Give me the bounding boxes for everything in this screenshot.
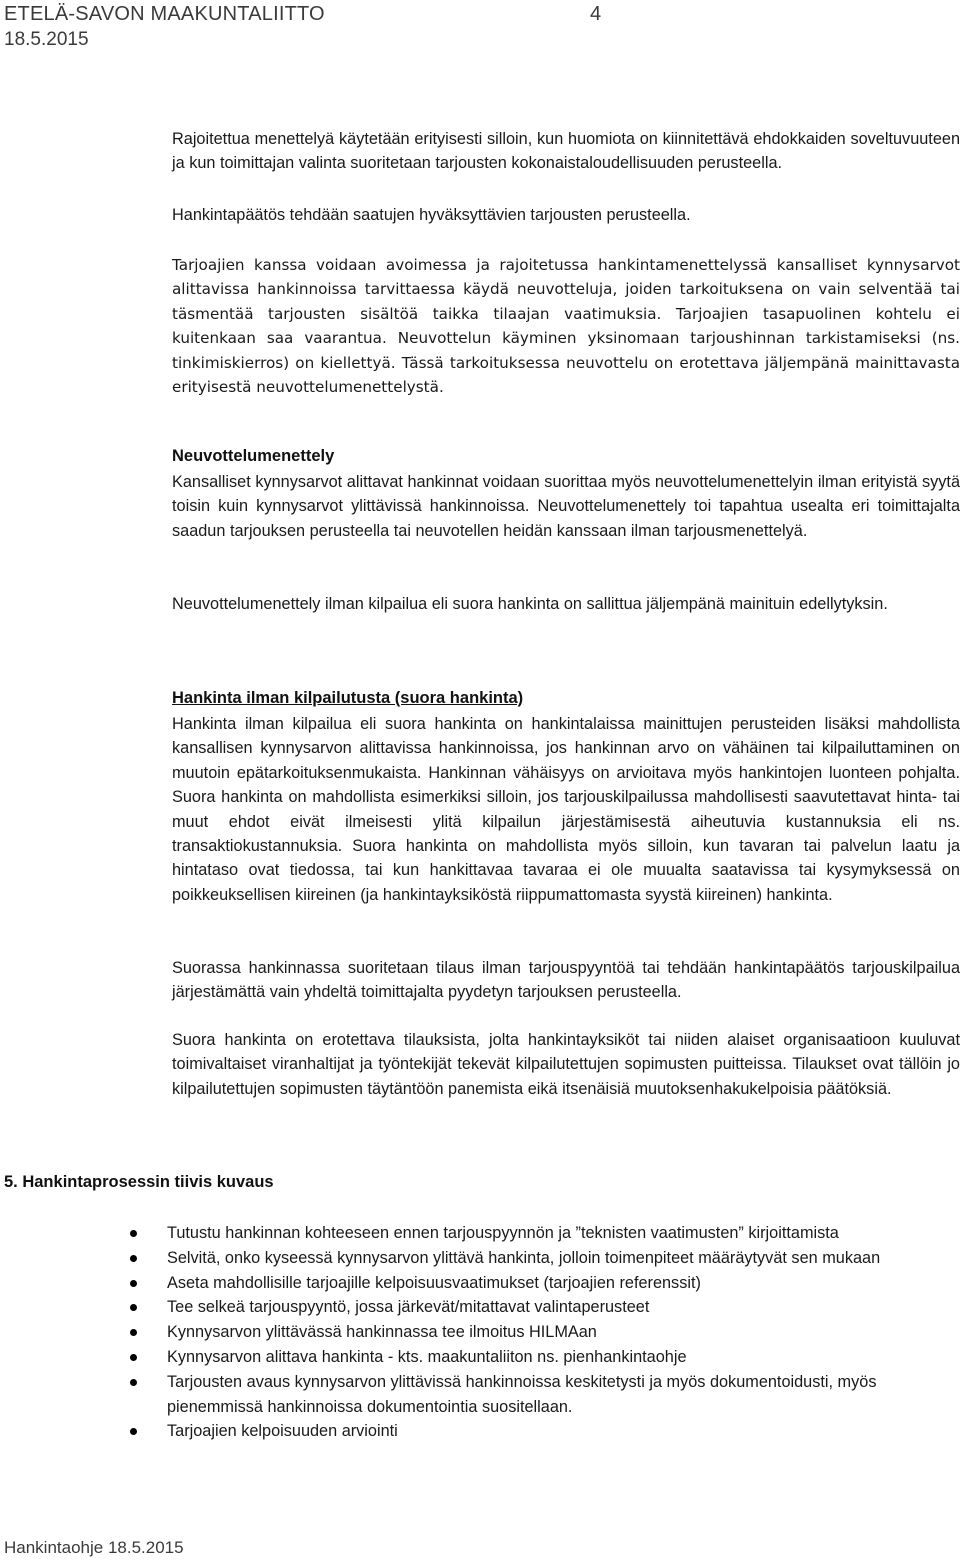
paragraph-tilaukset: Suora hankinta on erotettava tilauksista, jolta hankintayksiköt tai niiden alaiset organisaatioon kuuluvat toimivaltaiset viranhaltijat ja työntekijät tekevät kilpailutettujen sopimusten puitteissa. Tilaukset ovat tällöin jo kilpailutettujen sopimusten täytäntöön panemista eikä itsenäisiä muutoksenhakukelpoisia päätöksiä. [172,1031,960,1098]
paragraph-suora-hankinta-tilaus: Suorassa hankinnassa suoritetaan tilaus ilman tarjouspyyntöä tai tehdään hankintapäätös tarjouskilpailua järjestämättä vain yhdeltä toimittajalta pyydetyn tarjouksen perusteella. [172,959,960,1002]
list-item: Kynnysarvon ylittävässä hankinnassa tee ilmoitus HILMAan [130,1320,940,1345]
page-number: 4 [590,3,602,25]
list-item: Tutustu hankinnan kohteeseen ennen tarjouspyynnön ja ”teknisten vaatimusten” kirjoittamista [130,1221,940,1246]
paragraph-suora-hankinta-edellytykset: Neuvottelumenettely ilman kilpailua eli suora hankinta on sallittua jäljempänä mainituin edellytyksin. [172,595,888,613]
list-item: Aseta mahdollisille tarjoajille kelpoisuusvaatimukset (tarjoajien referenssit) [130,1271,940,1296]
bullet-icon [130,1354,137,1361]
paragraph-hankintapaatos: Hankintapäätös tehdään saatujen hyväksyttävien tarjousten perusteella. [172,206,691,224]
paragraph-neuvottelut-avoin-rajoitettu: Tarjoajien kanssa voidaan avoimessa ja rajoitetussa hankintamenettelyssä kansalliset kynnysarvot alittavissa hankinnoissa tarvittaessa käydä neuvotteluja, joiden tarkoituksena on vain selventää tai täsmentää tarjousten sisältöä taikka tilaajan vaatimuksia. Tarjoajien tasapuolinen kohtelu ei kuitenkaan saa vaarantua. Neuvottelun käyminen yksinomaan tarjoushinnan tarkistamiseksi (ns. tinkimiskierros) on kiellettyä. Tässä tarkoituksessa neuvottelu on erotettava jäljempänä mainittavasta erityisestä neuvottelumenettelystä. [172,256,960,397]
bullet-icon [130,1304,137,1311]
bullet-icon [130,1255,137,1262]
heading-section-5: 5. Hankintaprosessin tiivis kuvaus [4,1173,274,1191]
bullet-icon [130,1280,137,1287]
list-item: Tarjoajien kelpoisuuden arviointi [130,1419,940,1444]
bullet-icon [130,1379,137,1386]
bullet-icon [130,1329,137,1336]
paragraph-rajoitettu-menettely: Rajoitettua menettelyä käytetään erityisesti silloin, kun huomiota on kiinnitettävä ehdokkaiden soveltuvuuteen ja kun toimittajan valinta suoritetaan tarjousten kokonaistaloudellisuuden perusteella. [172,130,960,173]
list-item: Kynnysarvon alittava hankinta - kts. maakuntaliiton ns. pienhankintaohje [130,1345,940,1370]
paragraph-neuvottelumenettely: Kansalliset kynnysarvot alittavat hankinnat voidaan suorittaa myös neuvottelumenettelyin ilman erityistä syytä toisin kuin kynnysarvot ylittävissä hankinnoissa. Neuvottelumenettely toi tapahtua usealta eri toimittajalta saadun tarjouksen perusteella tai neuvotellen heidän kanssaan ilman tarjousmenettelyä. [172,473,960,540]
page-footer: Hankintaohje 18.5.2015 [4,1538,184,1557]
bullet-icon [130,1230,137,1237]
organization-title: ETELÄ-SAVON MAAKUNTALIITTO [4,3,325,25]
header-date: 18.5.2015 [4,29,89,50]
paragraph-suora-hankinta-perusteet: Hankinta ilman kilpailua eli suora hankinta on hankintalaissa mainittujen perusteiden lisäksi mahdollista kansallisen kynnysarvon alittavissa hankinnoissa, jos hankinnan arvo on vähäinen tai kilpailuttaminen on muutoin epätarkoituksenmukaista. Hankinnan vähäisyys on arvioitava myös hankintojen luonteen pohjalta. Suora hankinta on mahdollista esimerkiksi silloin, jos tarjouskilpailussa mahdollisesti saavutettavat hinta- tai muut ehdot eivät ilmeisesti ylitä kilpailun järjestämisestä aiheutuvia kustannuksia eli ns. transaktiokustannuksia. Suora hankinta on mahdollista myös silloin, kun tavaran tai palvelun laatu ja hintataso ovat tiedossa, tai kun hankittavaa tavaraa ei ole muualta saatavissa tai kysymyksessä on poikkeuksellisen kiireinen (ja hankintayksiköstä riippumattomasta syystä kiireinen) hankinta. [172,715,960,904]
process-steps-list [130,1221,940,1444]
bullet-icon [130,1428,137,1435]
list-item: Tee selkeä tarjouspyyntö, jossa järkevät/mitattavat valintaperusteet [130,1295,940,1320]
heading-suora-hankinta: Hankinta ilman kilpailutusta (suora hankinta) [172,689,524,707]
list-item: Tarjousten avaus kynnysarvon ylittävissä hankinnoissa keskitetysti ja myös dokumentoidusti, myös pienemmissä hankinnoissa dokumentointia suositellaan. [130,1370,940,1420]
list-item: Selvitä, onko kyseessä kynnysarvon ylittävä hankinta, jolloin toimenpiteet määräytyvät sen mukaan [130,1246,940,1271]
heading-neuvottelumenettely: Neuvottelumenettely [172,447,335,465]
